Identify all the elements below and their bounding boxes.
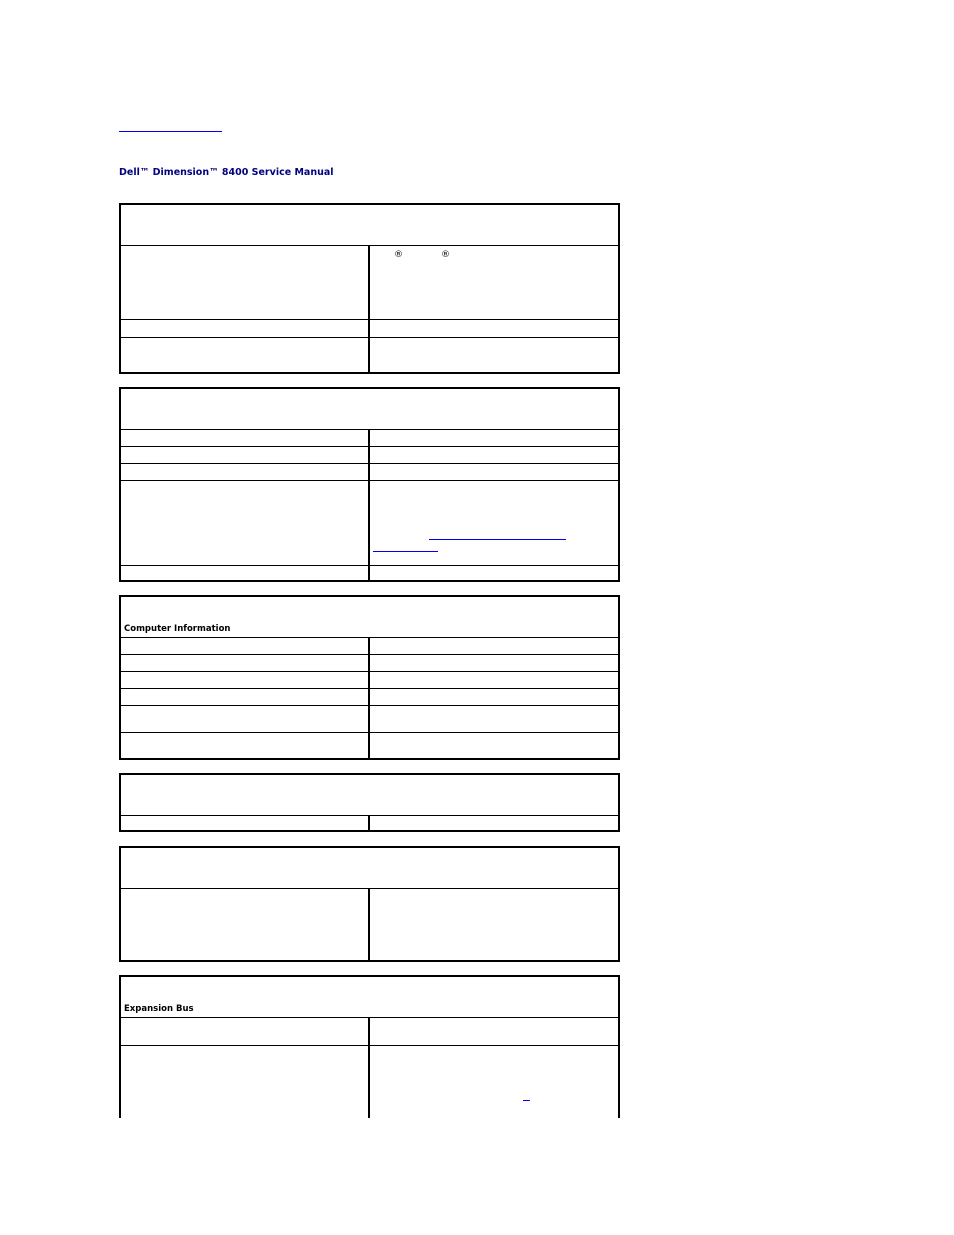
footnote-link[interactable]: [523, 1100, 530, 1101]
table-row: [121, 1046, 618, 1118]
registered-mark: ®: [394, 250, 403, 260]
spec-name-cell: [121, 655, 370, 671]
spec-name-cell: [121, 338, 370, 372]
processor-spec-table: [119, 203, 620, 374]
spec-value-cell: [370, 566, 618, 582]
table-row: [121, 430, 618, 447]
spec-value-cell: [370, 1018, 618, 1045]
spec-value-cell: [370, 689, 618, 705]
spec-name-cell: [121, 320, 370, 337]
section-header: [121, 597, 618, 638]
spec-name-cell: [121, 447, 370, 463]
audio-spec-table: [119, 846, 620, 962]
spec-name-cell: [121, 889, 370, 960]
memory-spec-table: [119, 387, 620, 582]
spec-value-cell: [370, 638, 618, 654]
spec-value-cell: [370, 464, 618, 480]
memory-info-link-continued[interactable]: [373, 551, 438, 552]
table-row: [121, 816, 618, 830]
back-to-contents-link[interactable]: [119, 118, 222, 132]
table-row: [121, 672, 618, 689]
table-row: [121, 889, 618, 960]
spec-value-cell: [370, 889, 618, 960]
table-row: [121, 689, 618, 706]
spec-value-cell: [370, 481, 618, 565]
spec-name-cell: [121, 816, 370, 830]
video-spec-table: [119, 773, 620, 832]
spec-value-cell: [370, 1046, 618, 1118]
registered-mark: ®: [441, 250, 450, 260]
spec-name-cell: [121, 1018, 370, 1045]
spec-value-cell: [370, 320, 618, 337]
section-header: [121, 977, 618, 1018]
spec-name-cell: [121, 464, 370, 480]
spec-value-cell: [370, 430, 618, 446]
spec-name-cell: [121, 638, 370, 654]
section-label: Computer Information: [124, 624, 231, 634]
section-header: [121, 389, 618, 430]
computer-information-spec-table: [119, 595, 620, 760]
spec-name-cell: [121, 481, 370, 565]
spec-name-cell: [121, 706, 370, 732]
section-header: [121, 205, 618, 246]
spec-name-cell: [121, 566, 370, 582]
spec-value-cell: [370, 816, 618, 830]
section-header: [121, 848, 618, 889]
spec-value-cell: [370, 338, 618, 372]
spec-value-cell: [370, 672, 618, 688]
spec-name-cell: [121, 1046, 370, 1118]
memory-info-link[interactable]: [429, 539, 566, 540]
spec-name-cell: [121, 246, 370, 319]
spec-name-cell: [121, 689, 370, 705]
table-row: [121, 1018, 618, 1046]
table-row: [121, 733, 618, 758]
expansion-bus-spec-table: [119, 975, 620, 1118]
spec-name-cell: [121, 430, 370, 446]
spec-name-cell: [121, 733, 370, 758]
section-header: [121, 775, 618, 816]
table-row: [121, 566, 618, 582]
spec-value-cell: [370, 655, 618, 671]
spec-value-cell: [370, 733, 618, 758]
page-title: Dell™ Dimension™ 8400 Service Manual: [119, 167, 334, 178]
table-row: [121, 481, 618, 566]
section-label: Expansion Bus: [124, 1004, 194, 1014]
table-row: [121, 447, 618, 464]
spec-value-cell: [370, 246, 618, 319]
spec-value-cell: [370, 706, 618, 732]
table-row: [121, 655, 618, 672]
table-row: [121, 464, 618, 481]
table-row: [121, 338, 618, 372]
table-row: [121, 706, 618, 733]
table-row: [121, 638, 618, 655]
spec-value-cell: [370, 447, 618, 463]
spec-name-cell: [121, 672, 370, 688]
table-row: [121, 320, 618, 338]
table-row: [121, 246, 618, 320]
